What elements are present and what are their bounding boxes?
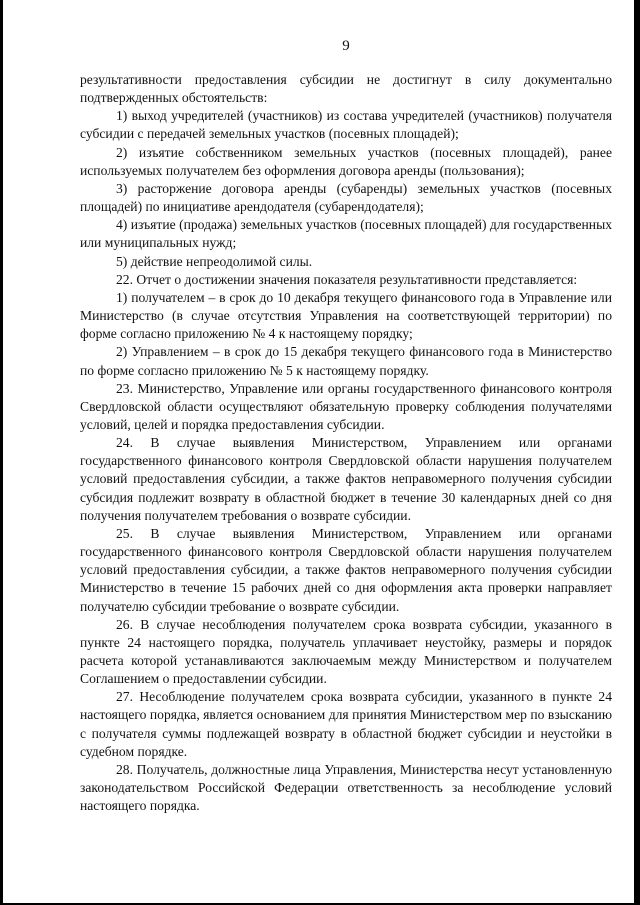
- document-body: [80, 71, 612, 815]
- paragraph-item-1: 1) выход учредителей (участников) из состава учредителей (участников) получателя субсидии с передачей земельных участков (посевных площадей);: [80, 108, 612, 142]
- paragraph-item-3: 3) расторжение договора аренды (субаренды) земельных участков (посевных площадей) по инициативе арендодателя (субарендодателя);: [80, 180, 612, 215]
- paragraph-clause-25: 25. В случае выявления Министерством, Управлением или органами государственного финансового контроля Свердловской области нарушения получателем условий предоставления субсидии, а также фактов неправомерного получения субсидии Министерство в течение 15 рабочих дней со дня оформления акта проверки направляет получателю субсидии требование о возврате субсидии.: [80, 525, 612, 614]
- paragraph-clause-23: 23. Министерство, Управление или органы государственного финансового контроля Свердловской области осуществляют обязательную проверку соблюдения получателями условий, целей и порядка предоставления субсидии.: [80, 380, 612, 432]
- paragraph-clause-26: 26. В случае несоблюдения получателем срока возврата субсидии, указанного в пункте 24 настоящего порядка, получатель уплачивает неустойку, размеры и порядок расчета которой устанавливаются заключаемым между Министерством и получателем Соглашением о предоставлении субсидии.: [80, 616, 612, 687]
- paragraph-clause-24: 24. В случае выявления Министерством, Управлением или органами государственного финансового контроля Свердловской области нарушения получателем условий предоставления субсидии, а также фактов неправомерного получения субсидии субсидия подлежит возврату в областной бюджет в течение 30 календарных дней со дня получения получателем требования о возврате субсидии.: [80, 435, 612, 523]
- paragraph-clause-22-item-2: 2) Управлением – в срок до 15 декабря текущего финансового года в Министерство по форме согласно приложению № 5 к настоящему порядку.: [80, 344, 612, 378]
- paragraph-clause-27: 27. Несоблюдение получателем срока возврата субсидии, указанного в пункте 24 настоящего порядка, является основанием для принятия Министерством мер по взысканию с получателя суммы подлежащей возврату в областной бюджет субсидии и неустойки в судебном порядке.: [80, 689, 612, 759]
- paragraph-item-5: 5) действие непреодолимой силы.: [116, 253, 313, 269]
- scan-right-border: [634, 0, 640, 905]
- paragraph-clause-28: 28. Получатель, должностные лица Управления, Министерства несут установленную законодательством Российской Федерации ответственность за несоблюдение условий настоящего порядка.: [80, 761, 612, 814]
- paragraph-item-4: 4) изъятие (продажа) земельных участков (посевных площадей) для государственных или муниципальных нужд;: [80, 217, 612, 251]
- paragraph-clause-22-item-1: 1) получателем – в срок до 10 декабря текущего финансового года в Управление или Министерство (в случае отсутствия Управления на соответствующей территории) по форме согласно приложению № 4 к настоящему порядку;: [80, 289, 612, 342]
- paragraph-clause-22: 22. Отчет о достижении значения показателя результативности представляется:: [116, 271, 578, 287]
- paragraph-item-2: 2) изъятие собственником земельных участков (посевных площадей), ранее используемых получателем без оформления договора аренды (пользования);: [80, 144, 612, 178]
- paragraph-continuation: результативности предоставления субсидии не достигнут в силу документально подтвержденных обстоятельств:: [80, 72, 612, 106]
- page-number: 9: [342, 38, 350, 54]
- scan-left-border: [0, 0, 3, 905]
